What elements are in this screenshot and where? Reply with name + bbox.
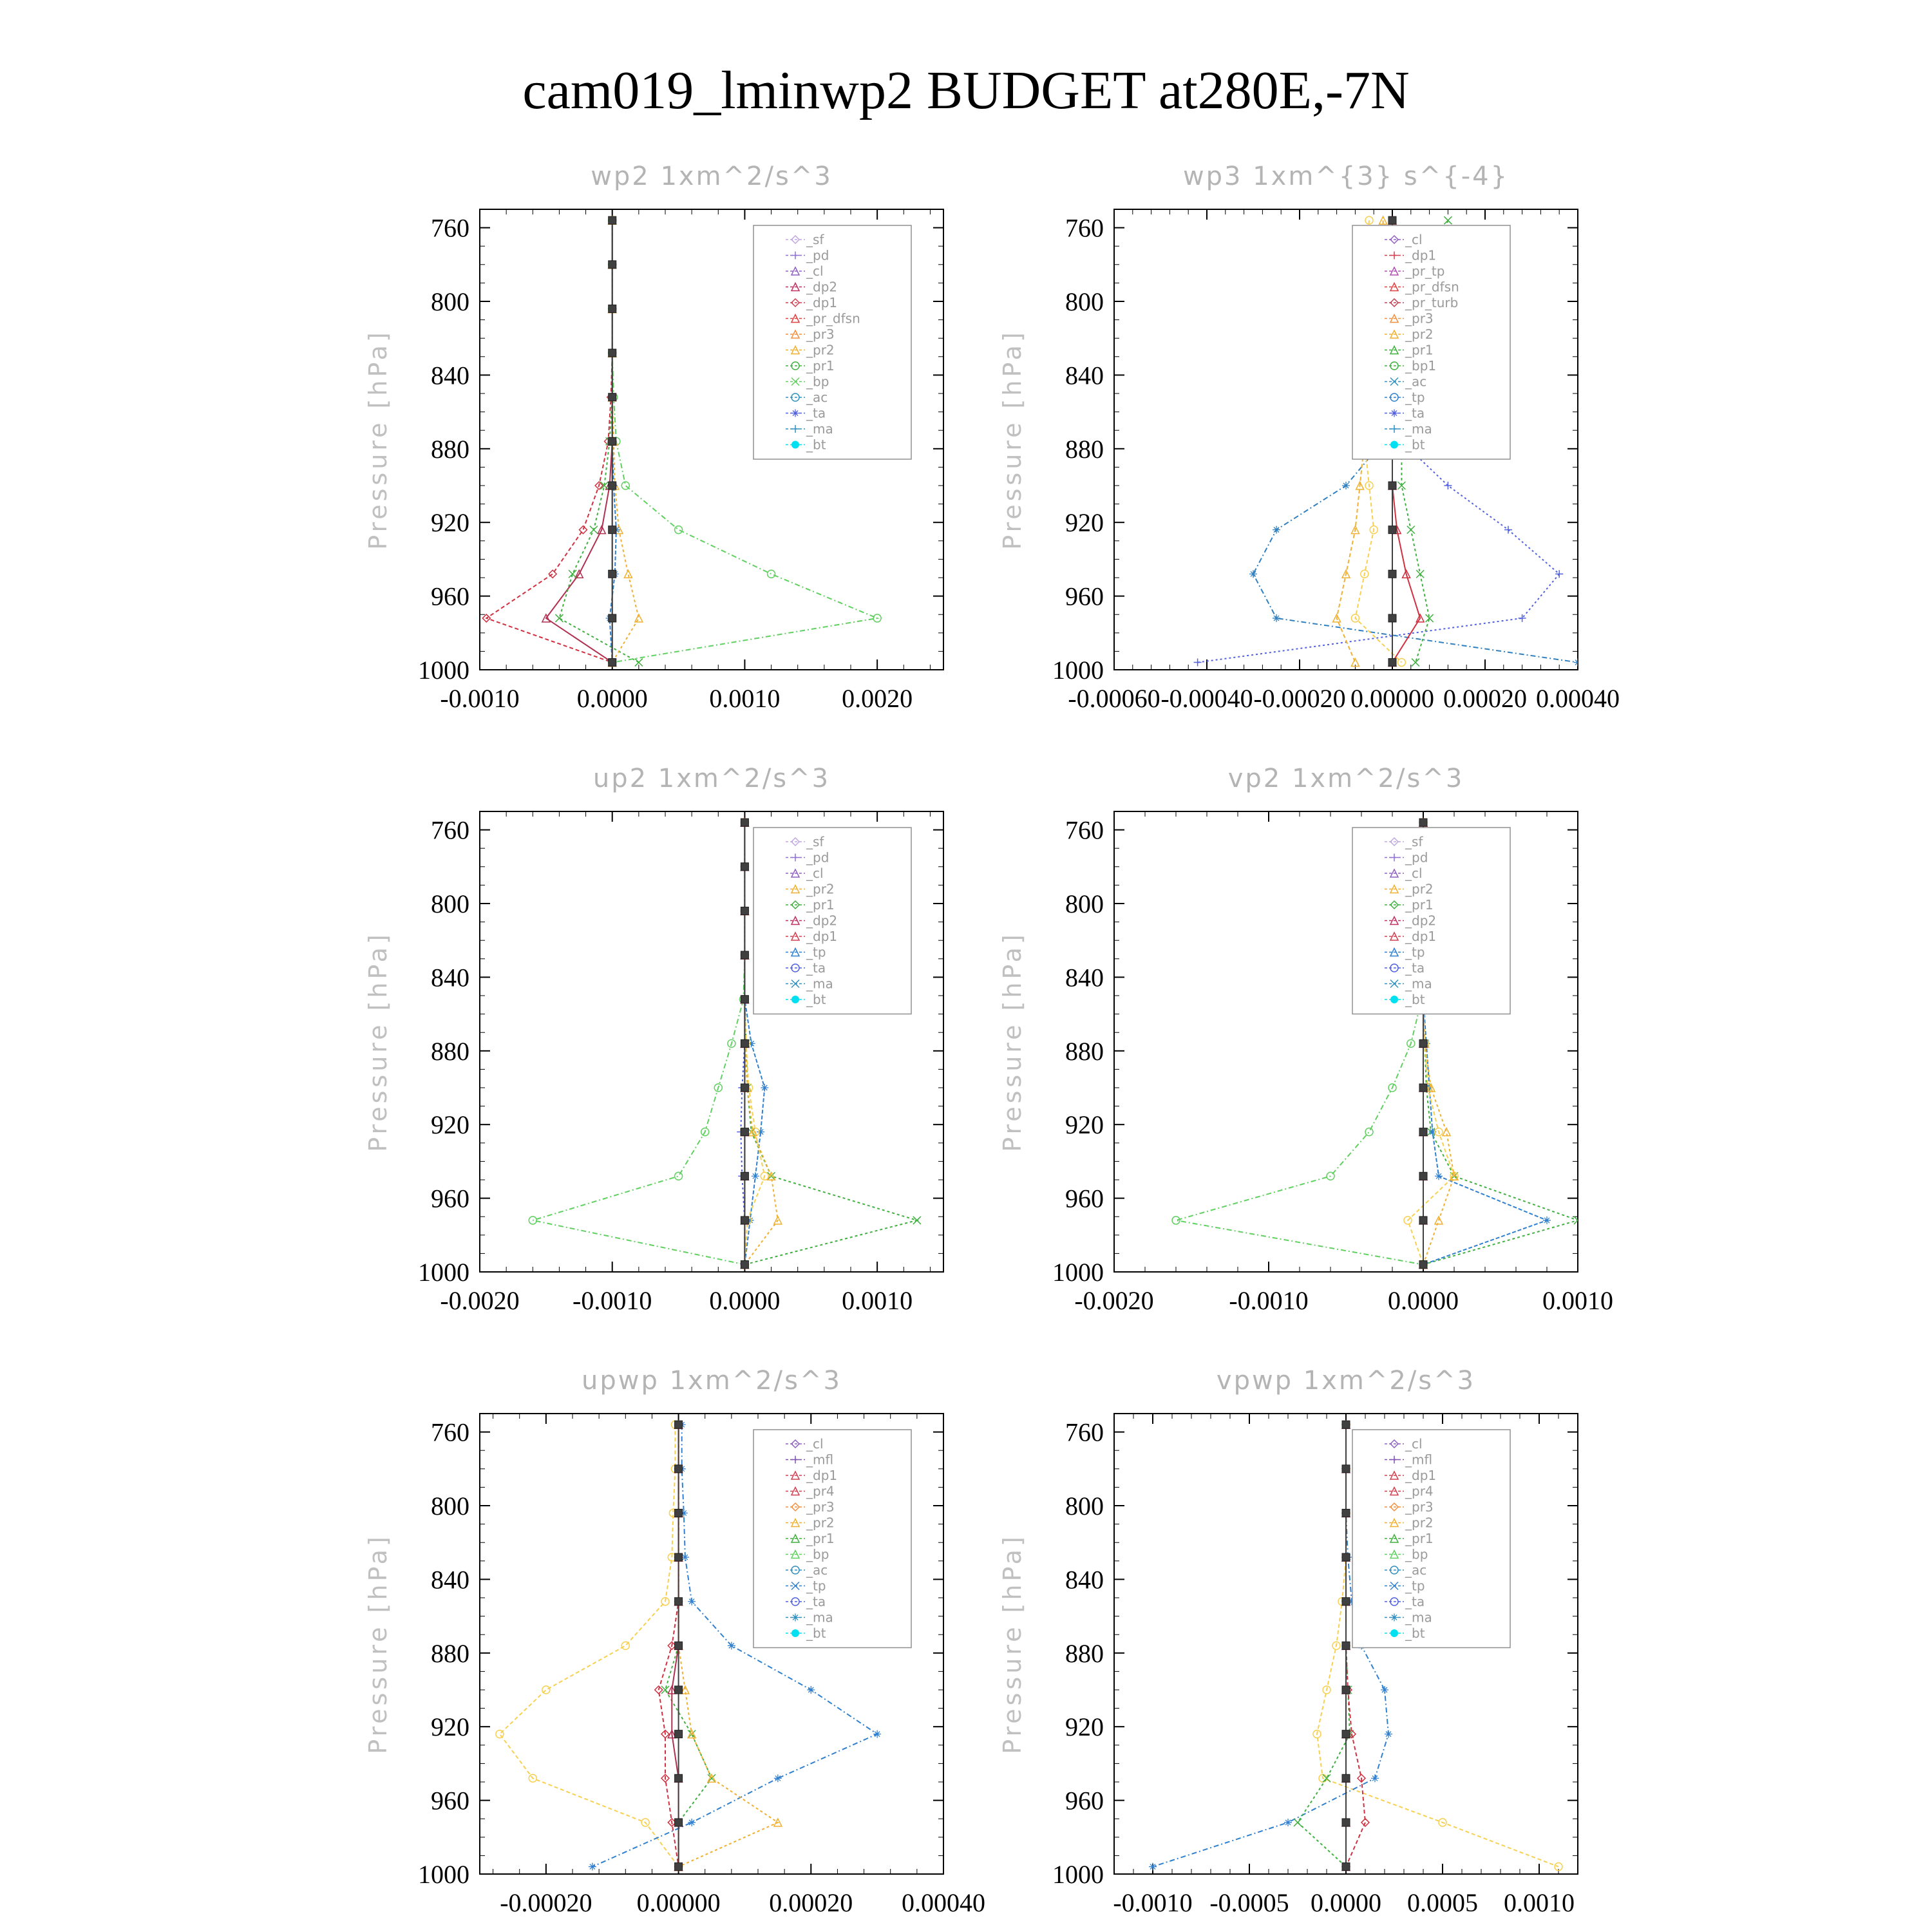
data-point: [1342, 1819, 1350, 1826]
data-point: [675, 1172, 683, 1180]
legend-label: _bp1: [1405, 358, 1437, 374]
legend-label: _cl: [806, 263, 824, 279]
legend-marker: [791, 996, 799, 1003]
legend-label: _pr2: [1405, 881, 1434, 897]
data-point: [1284, 1819, 1292, 1826]
legend-marker: [1390, 996, 1398, 1003]
y-tick-label: 760: [1065, 815, 1104, 845]
legend-label: _pr2: [806, 881, 835, 897]
data-point: [1419, 1217, 1427, 1224]
x-tick-label: 0.0010: [842, 1286, 913, 1315]
x-tick-label: 0.0010: [1542, 1286, 1613, 1315]
x-tick-label: 0.00000: [1350, 684, 1434, 713]
subplot-4: [998, 764, 1613, 1315]
x-tick-label: -0.00020: [500, 1888, 592, 1917]
data-point: [609, 570, 616, 578]
data-point: [741, 1128, 748, 1136]
legend-label: _ta: [806, 960, 826, 976]
data-point: [609, 305, 616, 312]
legend-label: _tp: [1405, 390, 1425, 405]
data-point: [741, 1217, 748, 1224]
legend-label: _dp1: [1405, 247, 1437, 263]
subplot-2: [998, 162, 1620, 713]
series-line-dp2: [546, 220, 612, 662]
legend-label: _ma: [806, 421, 833, 437]
legend-label: _ac: [806, 390, 828, 405]
legend-label: _ac: [1405, 1562, 1427, 1578]
y-axis-label: Pressure [hPa]: [998, 329, 1027, 550]
series-line-dp1: [486, 220, 612, 662]
y-tick-label: 880: [1065, 434, 1104, 464]
data-point: [741, 863, 748, 871]
data-point: [1407, 526, 1415, 534]
data-point: [579, 526, 587, 534]
x-tick-label: 0.00000: [636, 1888, 721, 1917]
data-point: [1342, 1730, 1350, 1738]
y-tick-label: 960: [1065, 582, 1104, 611]
subplot-5: [364, 1366, 985, 1917]
legend-label: _pr_dfsn: [806, 310, 860, 327]
data-point: [761, 1084, 768, 1092]
data-point: [741, 819, 748, 826]
data-point: [609, 393, 616, 401]
legend-label: _pr2: [1405, 1515, 1434, 1531]
legend-label: _cl: [806, 866, 824, 881]
y-tick-label: 880: [1065, 1638, 1104, 1668]
data-point: [675, 1509, 683, 1517]
data-point: [609, 482, 616, 489]
data-point: [1419, 1128, 1427, 1136]
data-point: [542, 1686, 550, 1694]
y-tick-label: 920: [431, 1712, 469, 1742]
data-point: [1342, 1509, 1350, 1517]
y-tick-label: 840: [1065, 963, 1104, 992]
legend-label: _pr3: [1405, 1499, 1434, 1515]
data-point: [609, 614, 616, 622]
data-point: [589, 1863, 596, 1871]
legend-label: _ma: [806, 976, 833, 992]
subplot-title: up2 1xm^2/s^3: [592, 764, 831, 793]
data-point: [675, 1819, 683, 1826]
legend-label: _dp1: [1405, 929, 1437, 944]
data-point: [1342, 1686, 1350, 1694]
legend-label: _pr3: [806, 1499, 835, 1515]
data-point: [1543, 1217, 1551, 1224]
data-point: [741, 1261, 748, 1269]
data-point: [741, 1172, 748, 1180]
legend-label: _cl: [1405, 232, 1423, 247]
x-tick-label: 0.0000: [576, 684, 648, 713]
legend-label: _bp: [806, 1546, 829, 1562]
data-point: [675, 1686, 683, 1694]
y-tick-label: 800: [1065, 287, 1104, 316]
legend-label: _pd: [806, 849, 829, 866]
x-tick-label: -0.0010: [440, 684, 520, 713]
series-line-pr1: [559, 220, 639, 662]
x-tick-label: 0.0000: [709, 1286, 781, 1315]
legend-label: _pr1: [806, 1531, 835, 1546]
legend-label: _tp: [806, 944, 826, 960]
y-tick-label: 880: [431, 434, 469, 464]
data-point: [1416, 570, 1424, 578]
legend-label: _ta: [806, 1594, 826, 1609]
subplot-6: [998, 1366, 1578, 1917]
x-tick-label: 0.00020: [769, 1888, 853, 1917]
subplot-title: wp3 1xm^{3} s^{-4}: [1182, 162, 1510, 191]
y-tick-label: 760: [431, 213, 469, 243]
data-point: [741, 951, 748, 959]
x-tick-label: 0.0020: [842, 684, 913, 713]
legend-label: _bp: [1405, 1546, 1428, 1562]
y-tick-label: 760: [431, 815, 469, 845]
y-tick-label: 800: [1065, 889, 1104, 918]
y-tick-label: 800: [1065, 1492, 1104, 1520]
x-tick-label: 0.00040: [1536, 684, 1620, 713]
legend-label: _pr_dfsn: [1405, 279, 1459, 295]
x-tick-label: 0.0005: [1407, 1888, 1478, 1917]
y-tick-label: 800: [431, 287, 469, 316]
data-point: [675, 1774, 683, 1782]
data-point: [1419, 1261, 1427, 1269]
x-tick-label: -0.0010: [573, 1286, 652, 1315]
y-tick-label: 960: [1065, 1786, 1104, 1815]
y-tick-label: 1000: [418, 1258, 469, 1287]
data-point: [1444, 216, 1452, 224]
y-tick-label: 880: [431, 1036, 469, 1066]
data-point: [752, 1172, 759, 1180]
x-tick-label: 0.0010: [1504, 1888, 1575, 1917]
legend-label: _pd: [806, 247, 829, 263]
legend-label: _bt: [1405, 437, 1425, 453]
data-point: [609, 437, 616, 445]
data-point: [1342, 1774, 1350, 1782]
subplot-1: [364, 162, 943, 713]
y-tick-label: 920: [1065, 1712, 1104, 1742]
data-point: [1519, 614, 1526, 622]
data-point: [569, 570, 576, 578]
data-point: [1342, 1642, 1350, 1649]
x-tick-label: 0.0000: [1388, 1286, 1459, 1315]
y-tick-label: 800: [431, 889, 469, 918]
x-tick-label: 0.0000: [1311, 1888, 1381, 1917]
legend-label: _dp2: [1405, 913, 1437, 929]
series-line-pr1: [500, 1425, 679, 1866]
legend-label: _ma: [1405, 421, 1432, 437]
data-point: [609, 526, 616, 534]
y-tick-label: 840: [431, 361, 469, 390]
legend-label: _dp2: [806, 913, 838, 929]
data-point: [590, 526, 598, 534]
legend-label: _mfl: [1405, 1452, 1433, 1468]
y-tick-label: 920: [1065, 1110, 1104, 1140]
data-point: [549, 570, 556, 578]
data-point: [1342, 1421, 1350, 1428]
legend-label: _bp: [806, 374, 829, 390]
x-tick-label: -0.0020: [1074, 1286, 1154, 1315]
legend-label: _cl: [1405, 1436, 1423, 1452]
data-point: [1149, 1863, 1157, 1871]
legend-label: _dp1: [806, 1468, 838, 1483]
subplot-title: vpwp 1xm^2/s^3: [1216, 1366, 1476, 1396]
data-point: [1273, 614, 1280, 622]
data-point: [609, 261, 616, 269]
legend-label: _dp2: [806, 279, 838, 295]
data-point: [913, 1217, 921, 1224]
y-tick-label: 800: [431, 1492, 469, 1520]
data-point: [675, 1465, 683, 1473]
legend-label: _pr2: [806, 1515, 835, 1531]
data-point: [741, 1084, 748, 1092]
x-tick-label: 0.00020: [1443, 684, 1527, 713]
legend-label: _pr1: [1405, 897, 1434, 913]
subplot-3: [364, 764, 943, 1315]
legend-label: _pd: [1405, 849, 1428, 866]
subplot-title: upwp 1xm^2/s^3: [582, 1366, 842, 1396]
y-tick-label: 960: [431, 1786, 469, 1815]
legend-label: _dp1: [806, 295, 838, 310]
data-point: [1273, 526, 1280, 534]
x-tick-label: -0.0020: [440, 1286, 520, 1315]
x-tick-label: -0.00020: [1253, 684, 1346, 713]
data-point: [675, 526, 683, 534]
x-tick-label: -0.0010: [1113, 1888, 1193, 1917]
data-point: [1342, 482, 1350, 489]
data-point: [1172, 1217, 1180, 1224]
x-tick-label: 0.0010: [709, 684, 781, 713]
data-point: [1419, 1172, 1427, 1180]
data-point: [708, 1774, 715, 1782]
data-point: [768, 570, 775, 578]
data-point: [1365, 1128, 1373, 1136]
figure-title: cam019_lminwp2 BUDGET at280E,-7N: [522, 61, 1410, 120]
legend-label: _pr1: [806, 358, 835, 374]
legend-label: _ta: [1405, 960, 1425, 976]
legend-label: _pr1: [1405, 1531, 1434, 1546]
legend-label: _pr4: [1405, 1483, 1434, 1499]
legend-label: _ac: [806, 1562, 828, 1578]
data-point: [675, 1642, 683, 1649]
data-point: [1342, 1465, 1350, 1473]
data-point: [741, 907, 748, 914]
data-point: [1381, 1686, 1388, 1694]
legend-label: _pr1: [806, 897, 835, 913]
legend-label: _bt: [1405, 992, 1425, 1007]
legend-label: _sf: [806, 232, 824, 247]
y-axis-label: Pressure [hPa]: [998, 931, 1027, 1152]
y-axis-label: Pressure [hPa]: [364, 329, 392, 550]
data-point: [1385, 1730, 1392, 1738]
data-point: [1419, 1039, 1427, 1047]
legend-label: _cl: [1405, 866, 1423, 881]
legend-label: _ac: [1405, 374, 1427, 390]
legend-marker: [1390, 441, 1398, 449]
legend-label: _tp: [1405, 944, 1425, 960]
data-point: [621, 1642, 629, 1649]
data-point: [675, 1863, 683, 1871]
data-point: [873, 1730, 881, 1738]
data-point: [1388, 659, 1396, 667]
data-point: [555, 614, 563, 622]
legend-label: _ma: [1405, 1609, 1432, 1625]
data-point: [741, 1039, 748, 1047]
legend-label: _ta: [806, 405, 826, 421]
y-tick-label: 1000: [1052, 1258, 1104, 1287]
data-point: [1342, 1553, 1350, 1561]
data-point: [675, 1421, 683, 1428]
x-tick-label: -0.0005: [1209, 1888, 1289, 1917]
y-tick-label: 840: [1065, 361, 1104, 390]
x-tick-label: -0.00040: [1160, 684, 1253, 713]
data-point: [688, 1819, 696, 1826]
data-point: [1388, 570, 1396, 578]
legend-label: _pr2: [806, 342, 835, 358]
data-point: [609, 659, 616, 667]
data-point: [1294, 1819, 1302, 1826]
legend-marker: [791, 1629, 799, 1637]
data-point: [741, 996, 748, 1003]
data-point: [688, 1598, 696, 1605]
y-tick-label: 760: [1065, 213, 1104, 243]
y-tick-label: 920: [431, 1110, 469, 1140]
data-point: [1419, 1084, 1427, 1092]
series-line-dp1: [533, 822, 744, 1264]
panels: [364, 162, 1620, 1917]
legend-label: _dp1: [1405, 1468, 1437, 1483]
legend-label: _pr2: [1405, 327, 1434, 342]
legend-label: _mfl: [806, 1452, 834, 1468]
data-point: [1435, 1172, 1443, 1180]
legend-label: _ta: [1405, 405, 1425, 421]
data-point: [1342, 1863, 1350, 1871]
data-point: [774, 1774, 782, 1782]
legend-label: _pr3: [806, 327, 835, 342]
legend-label: _pr1: [1405, 342, 1434, 358]
legend-marker: [1390, 1629, 1398, 1637]
data-point: [1388, 614, 1396, 622]
y-axis-label: Pressure [hPa]: [998, 1533, 1027, 1754]
legend-label: _sf: [1405, 834, 1423, 849]
legend-label: _pr_turb: [1405, 295, 1459, 310]
legend-label: _ta: [1405, 1594, 1425, 1609]
data-point: [675, 1598, 683, 1605]
data-point: [1371, 1774, 1379, 1782]
legend-label: _dp1: [806, 929, 838, 944]
data-point: [609, 216, 616, 224]
legend-label: _ma: [806, 1609, 833, 1625]
x-tick-label: -0.00060: [1068, 684, 1160, 713]
data-point: [807, 1686, 815, 1694]
y-tick-label: 840: [431, 963, 469, 992]
y-tick-label: 960: [431, 1184, 469, 1213]
data-point: [496, 1730, 504, 1738]
y-tick-label: 1000: [1052, 656, 1104, 685]
data-point: [1388, 526, 1396, 534]
legend-label: _tp: [806, 1578, 826, 1594]
y-tick-label: 960: [1065, 1184, 1104, 1213]
y-tick-label: 960: [431, 582, 469, 611]
y-axis-label: Pressure [hPa]: [364, 931, 392, 1152]
y-tick-label: 760: [1065, 1417, 1104, 1447]
y-tick-label: 920: [431, 508, 469, 538]
y-tick-label: 880: [431, 1638, 469, 1668]
x-tick-label: -0.0010: [1229, 1286, 1309, 1315]
legend-label: _bt: [806, 992, 826, 1007]
data-point: [1412, 659, 1419, 667]
legend-label: _tp: [1405, 1578, 1425, 1594]
y-tick-label: 1000: [1052, 1860, 1104, 1889]
y-tick-label: 1000: [418, 656, 469, 685]
y-tick-label: 1000: [418, 1860, 469, 1889]
data-point: [1194, 659, 1202, 667]
legend-label: _bt: [806, 1625, 826, 1641]
legend-label: _bt: [1405, 1625, 1425, 1641]
y-axis-label: Pressure [hPa]: [364, 1533, 392, 1754]
legend-label: _pr_tp: [1405, 263, 1445, 279]
data-point: [1249, 570, 1257, 578]
y-tick-label: 920: [1065, 508, 1104, 538]
subplot-title: vp2 1xm^2/s^3: [1227, 764, 1464, 793]
legend-label: _pr3: [1405, 310, 1434, 327]
y-tick-label: 840: [431, 1565, 469, 1595]
data-point: [1419, 819, 1427, 826]
data-point: [1574, 659, 1582, 667]
legend-label: _sf: [806, 834, 824, 849]
legend-label: _cl: [806, 1436, 824, 1452]
y-tick-label: 760: [431, 1417, 469, 1447]
x-tick-label: 0.00040: [902, 1888, 985, 1917]
subplot-title: wp2 1xm^2/s^3: [591, 162, 833, 191]
legend-label: _ma: [1405, 976, 1432, 992]
data-point: [675, 1553, 683, 1561]
data-point: [675, 1730, 683, 1738]
legend-marker: [791, 441, 799, 449]
data-point: [609, 349, 616, 357]
data-point: [1342, 1598, 1350, 1605]
data-point: [1388, 216, 1396, 224]
legend-label: _pr4: [806, 1483, 835, 1499]
y-tick-label: 880: [1065, 1036, 1104, 1066]
data-point: [1388, 482, 1396, 489]
legend-label: _bt: [806, 437, 826, 453]
y-tick-label: 840: [1065, 1565, 1104, 1595]
